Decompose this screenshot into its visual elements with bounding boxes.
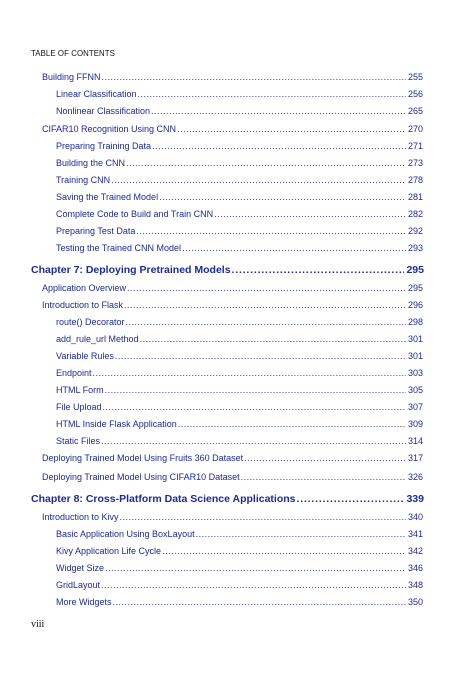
toc-entry-title: GridLayout bbox=[56, 580, 101, 590]
toc-entry-title: HTML Inside Flask Application bbox=[56, 419, 177, 429]
toc-entry-page-number: 296 bbox=[407, 300, 423, 310]
toc-entry-page-number: 326 bbox=[407, 472, 423, 482]
toc-entry-title: Deploying Trained Model Using CIFAR10 Dataset bbox=[42, 472, 240, 482]
dot-leader bbox=[102, 71, 406, 83]
toc-entry-title: Chapter 8: Cross-Platform Data Science Applications bbox=[31, 493, 296, 505]
toc-entry[interactable] bbox=[56, 316, 423, 328]
toc-entry-page-number: 265 bbox=[407, 106, 423, 116]
toc-entry-page-number: 256 bbox=[407, 89, 423, 99]
dot-leader bbox=[244, 452, 406, 464]
toc-entry-page-number: 348 bbox=[407, 580, 423, 590]
toc-entry[interactable] bbox=[56, 418, 423, 430]
toc-entry-page-number: 339 bbox=[406, 493, 424, 505]
toc-entry[interactable] bbox=[56, 350, 423, 362]
toc-entry[interactable] bbox=[42, 299, 423, 311]
toc-entry-title: Variable Rules bbox=[56, 351, 114, 361]
toc-entry[interactable] bbox=[56, 174, 423, 186]
dot-leader bbox=[297, 492, 405, 506]
dot-leader bbox=[196, 528, 406, 540]
dot-leader bbox=[232, 263, 405, 277]
dot-leader bbox=[120, 511, 406, 523]
dot-leader bbox=[151, 105, 406, 117]
toc-entry-page-number: 295 bbox=[406, 264, 424, 276]
dot-leader bbox=[113, 596, 406, 608]
toc-entry-title: Introduction to Flask bbox=[42, 300, 124, 310]
toc-entry[interactable] bbox=[42, 511, 423, 523]
toc-entry-page-number: 305 bbox=[407, 385, 423, 395]
toc-entry-page-number: 301 bbox=[407, 334, 423, 344]
toc-entry-page-number: 293 bbox=[407, 243, 423, 253]
toc-entry-page-number: 303 bbox=[407, 368, 423, 378]
toc-entry-title: route() Decorator bbox=[56, 317, 125, 327]
toc-entry-title: Application Overview bbox=[42, 283, 127, 293]
toc-entry-page-number: 255 bbox=[407, 72, 423, 82]
dot-leader bbox=[103, 401, 406, 413]
toc-entry[interactable] bbox=[56, 105, 423, 117]
toc-entry-page-number: 281 bbox=[407, 192, 423, 202]
dot-leader bbox=[241, 471, 406, 483]
toc-entry[interactable] bbox=[56, 333, 423, 345]
toc-entry[interactable] bbox=[56, 545, 423, 557]
toc-entry-title: Complete Code to Build and Train CNN bbox=[56, 209, 214, 219]
page-number: viii bbox=[31, 619, 45, 630]
toc-entry-title: CIFAR10 Recognition Using CNN bbox=[42, 124, 177, 134]
toc-entry[interactable] bbox=[56, 562, 423, 574]
toc-entry-page-number: 292 bbox=[407, 226, 423, 236]
toc-entry-page-number: 350 bbox=[407, 597, 423, 607]
dot-leader bbox=[115, 350, 406, 362]
dot-leader bbox=[105, 562, 406, 574]
toc-entry-title: add_rule_url Method bbox=[56, 334, 139, 344]
toc-entry[interactable] bbox=[56, 140, 423, 152]
toc-entry-title: Preparing Training Data bbox=[56, 141, 152, 151]
toc-entry-page-number: 340 bbox=[407, 512, 423, 522]
toc-entry-page-number: 282 bbox=[407, 209, 423, 219]
toc-entry-page-number: 270 bbox=[407, 124, 423, 134]
toc-entry-page-number: 278 bbox=[407, 175, 423, 185]
dot-leader bbox=[93, 367, 406, 379]
toc-entry[interactable] bbox=[56, 208, 423, 220]
dot-leader bbox=[177, 123, 406, 135]
toc-entry-title: Training CNN bbox=[56, 175, 111, 185]
dot-leader bbox=[127, 282, 406, 294]
toc-entry-title: Building FFNN bbox=[42, 72, 101, 82]
toc-entry-page-number: 309 bbox=[407, 419, 423, 429]
toc-entry[interactable] bbox=[56, 367, 423, 379]
toc-entry-page-number: 342 bbox=[407, 546, 423, 556]
dot-leader bbox=[178, 418, 406, 430]
toc-entry-title: File Upload bbox=[56, 402, 102, 412]
toc-entry-page-number: 307 bbox=[407, 402, 423, 412]
toc-entry[interactable] bbox=[56, 435, 423, 447]
toc-entry-title: Testing the Trained CNN Model bbox=[56, 243, 182, 253]
toc-entry[interactable] bbox=[56, 401, 423, 413]
toc-entry-title: Preparing Test Data bbox=[56, 226, 136, 236]
toc-entry-page-number: 346 bbox=[407, 563, 423, 573]
toc-chapter-entry[interactable] bbox=[31, 492, 424, 506]
toc-entry-title: Endpoint bbox=[56, 368, 92, 378]
toc-entry-title: Nonlinear Classification bbox=[56, 106, 151, 116]
toc-entry-title: HTML Form bbox=[56, 385, 104, 395]
toc-entry[interactable] bbox=[42, 123, 423, 135]
toc-entry[interactable] bbox=[56, 528, 423, 540]
toc-chapter-entry[interactable] bbox=[31, 263, 424, 277]
toc-entry[interactable] bbox=[56, 596, 423, 608]
toc-entry[interactable] bbox=[56, 579, 423, 591]
dot-leader bbox=[182, 242, 406, 254]
dot-leader bbox=[152, 140, 406, 152]
toc-entry-title: Basic Application Using BoxLayout bbox=[56, 529, 195, 539]
dot-leader bbox=[214, 208, 406, 220]
toc-entry-page-number: 317 bbox=[407, 453, 423, 463]
toc-entry[interactable] bbox=[42, 452, 423, 464]
dot-leader bbox=[126, 157, 406, 169]
toc-entry-title: Saving the Trained Model bbox=[56, 192, 159, 202]
toc-entry-title: Deploying Trained Model Using Fruits 360 Dataset bbox=[42, 453, 244, 463]
dot-leader bbox=[136, 225, 406, 237]
dot-leader bbox=[111, 174, 406, 186]
toc-entry-page-number: 314 bbox=[407, 436, 423, 446]
toc-entry-title: Kivy Application Life Cycle bbox=[56, 546, 162, 556]
dot-leader bbox=[159, 191, 406, 203]
toc-entry[interactable] bbox=[42, 282, 423, 294]
dot-leader bbox=[105, 384, 406, 396]
dot-leader bbox=[124, 299, 406, 311]
toc-entry-page-number: 341 bbox=[407, 529, 423, 539]
toc-entry[interactable] bbox=[56, 88, 423, 100]
toc-entry-title: More Widgets bbox=[56, 597, 112, 607]
dot-leader bbox=[101, 579, 406, 591]
toc-entry[interactable] bbox=[56, 225, 423, 237]
dot-leader bbox=[126, 316, 406, 328]
toc-entry[interactable] bbox=[42, 71, 423, 83]
toc-entry-title: Introduction to Kivy bbox=[42, 512, 119, 522]
toc-entry[interactable] bbox=[56, 157, 423, 169]
toc-entry[interactable] bbox=[56, 384, 423, 396]
toc-entry-page-number: 273 bbox=[407, 158, 423, 168]
dot-leader bbox=[138, 88, 406, 100]
toc-entry-title: Widget Size bbox=[56, 563, 105, 573]
toc-entry-title: Building the CNN bbox=[56, 158, 126, 168]
toc-entry-title: Chapter 7: Deploying Pretrained Models bbox=[31, 264, 231, 276]
toc-entry-title: Linear Classification bbox=[56, 89, 137, 99]
running-header: TABLE OF CONTENTS bbox=[31, 48, 115, 58]
toc-entry-page-number: 295 bbox=[407, 283, 423, 293]
toc-entry-page-number: 301 bbox=[407, 351, 423, 361]
toc-entry[interactable] bbox=[56, 191, 423, 203]
dot-leader bbox=[140, 333, 406, 345]
toc-entry-title: Static Files bbox=[56, 436, 101, 446]
toc-entry-page-number: 298 bbox=[407, 317, 423, 327]
dot-leader bbox=[101, 435, 406, 447]
toc-entry[interactable] bbox=[56, 242, 423, 254]
toc-entry-page-number: 271 bbox=[407, 141, 423, 151]
toc-entry[interactable] bbox=[42, 471, 423, 483]
dot-leader bbox=[162, 545, 406, 557]
